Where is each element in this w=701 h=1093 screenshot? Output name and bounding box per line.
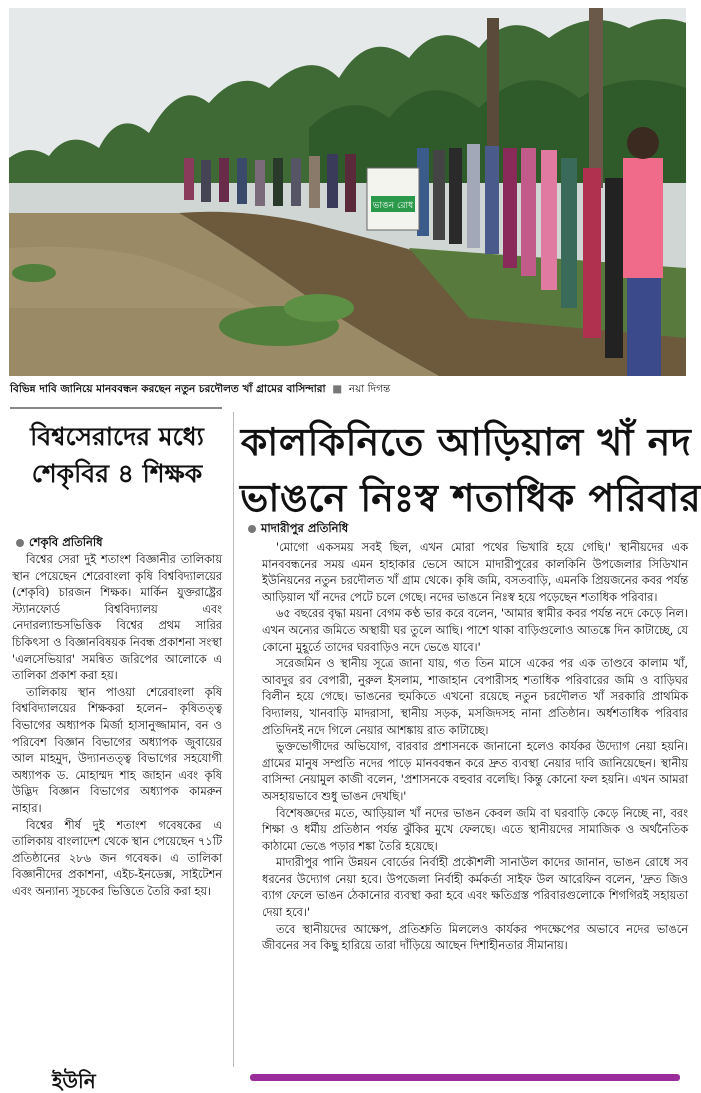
- left-paragraph: বিশ্বের সেরা দুই শতাংশ বিজ্ঞানীর তালিকায় স্থান পেয়েছেন শেরেবাংলা কৃষি বিশ্ববিদ্যালয়ের (শেকৃবি) চারজন শিক্ষক। মার্কিন যুক্তরাষ্ট্রের স্ট্যানফোর্ড বিশ্ববিদ্যালয় এবং নেদারল্যান্ডসভিত্তিক বিশ্বের প্রথম সারির চিকিৎসা ও বিজ্ঞানবিষয়ক নিবন্ধ প্রকাশনা সংস্থা 'এলসেভিয়ার' সমন্বিত জরিপের আলোকে এ তালিকা প্রকাশ করা হয়।: [12, 553, 222, 683]
- photo-caption: [10, 381, 690, 397]
- column-divider: [233, 412, 234, 1067]
- riverbank-protest-photo: [9, 8, 686, 376]
- next-article-color-strip: [250, 1074, 680, 1081]
- main-article-body: [262, 540, 688, 955]
- main-paragraph: তবে স্থানীয়দের আক্ষেপ, প্রতিশ্রুতি মিললেও কার্যকর পদক্ষেপের অভাবে নদের ভাঙনে জীবনের সব কিছু হারিয়ে তারা দাঁড়িয়ে আছেন দিশাহীনতার সীমানায়।: [262, 922, 688, 953]
- caption-source: নয়া দিগন্ত: [348, 383, 391, 395]
- news-photo: [9, 8, 686, 376]
- left-article-headline: বিশ্বসেরাদের মধ্যে শেকৃবির ৪ শিক্ষক: [30, 422, 204, 488]
- square-bullet-icon: ■: [332, 383, 343, 395]
- main-byline-text: মাদারীপুর প্রতিনিধি: [261, 521, 349, 535]
- headline-line-1: কালকিনিতে আড়িয়াল খাঁ নদ: [240, 420, 692, 464]
- left-article-byline: [16, 534, 103, 550]
- left-article-body: [12, 552, 222, 900]
- caption-text: বিভিন্ন দাবি জানিয়ে মানববন্ধন করছেন নতুন চরদৌলত খাঁ গ্রামের বাসিন্দারা: [10, 383, 326, 395]
- left-column-rule: [10, 407, 222, 409]
- main-article-headline: [240, 414, 701, 526]
- left-paragraph: তালিকায় স্থান পাওয়া শেরেবাংলা কৃষি বিশ্ববিদ্যালয়ের শিক্ষকরা হলেন– কৃষিতত্ত্ব বিভাগের অধ্যাপক মির্জা হাসানুজ্জামান, বন ও পরিবেশ বিজ্ঞান বিভাগের অধ্যাপক জুবায়ের আল মাহমুদ, উদ্যানতত্ত্ব বিভাগের সহযোগী অধ্যাপক ড. মোহাম্মদ শাহ জাহান এবং কৃষি উদ্ভিদ বিজ্ঞান বিভাগের অধ্যাপক কামরুন নাহার।: [12, 685, 222, 815]
- headline-line-2: ভাঙনে নিঃস্ব শতাধিক পরিবার: [240, 476, 701, 520]
- bullet-dot-icon: [248, 525, 256, 533]
- left-paragraph: বিশ্বের শীর্ষ দুই শতাংশ গবেষকের এ তালিকায় বাংলাদেশ থেকে স্থান পেয়েছেন ৭১টি প্রতিষ্ঠানের ২৮৬ জন গবেষক। এ তালিকা বিজ্ঞানীদের প্রকাশনা, এইচ-ইনডেক্স, সাইটেশন এবং অন্যান্য সূচকের ভিত্তিতে তৈরি করা হয়।: [12, 818, 222, 898]
- main-article-byline: [248, 520, 348, 536]
- main-paragraph: বিশেষজ্ঞদের মতে, আড়িয়াল খাঁ নদের ভাঙন কেবল জমি বা ঘরবাড়ি কেড়ে নিচ্ছে না, বরং শিক্ষা ও ধর্মীয় প্রতিষ্ঠান পর্যন্ত ঝুঁকির মুখে ফেলছে। এতে স্থানীয়দের সামাজিক ও অর্থনৈতিক কাঠামো ভেঙে পড়ার শঙ্কা তৈরি হয়েছে।: [262, 806, 688, 853]
- banner-text: ভাঙন রোধ: [372, 201, 414, 211]
- next-article-headline-fragment: ইউনি: [52, 1069, 96, 1093]
- main-paragraph: 'মোগো একসময় সবই ছিল, এখন মোরা পথের ভিখারি হয়ে গেছি।' স্থানীয়দের এক মানববন্ধনের সময় এমন হাহাকার ভেসে আসে মাদারীপুরের কালকিনি উপজেলার সিডিখান ইউনিয়নের নতুন চরদৌলত খাঁ গ্রাম থেকে। কৃষি জমি, বসতবাড়ি, এমনকি প্রিয়জনের কবর পর্যন্ত আড়িয়াল খাঁ নদের পেটে চলে গেছে। নদের ভাঙনে নিঃস্ব হয়ে পড়েছেন শতাধিক পরিবার।: [262, 541, 688, 604]
- main-paragraph: ৬৫ বছরের বৃদ্ধা ময়না বেগম কণ্ঠ ভার করে বলেন, 'আমার স্বামীর কবর পর্যন্ত নদে কেড়ে নিল। এখন অন্যের জমিতে অস্থায়ী ঘর তুলে আছি। পাশে থাকা বাড়িগুলোও আতঙ্কে দিন কাটাচ্ছে, যে কোনো মুহূর্তে তাদের ঘরবাড়িও নদে ভেঙে যাবে।': [262, 607, 688, 654]
- main-paragraph: সরেজমিন ও স্থানীয় সূত্রে জানা যায়, গত তিন মাসে একের পর এক তাণ্ডবে কালাম খাঁ, আবদুর রব বেপারী, নুরুল ইসলাম, শাজাহান বেপারীসহ শতাধিক পরিবারের জমি ও বাড়িঘর বিলীন হয়ে গেছে। ভাঙনের হুমকিতে এখনো রয়েছে নতুন চরদৌলত খাঁ সরকারি প্রাথমিক বিদ্যালয়, খানবাড়ি মাদরাসা, স্থানীয় সড়ক, মসজিদসহ নানা প্রতিষ্ঠান। অর্ধশতাধিক পরিবার প্রতিদিনই নদে গিলে নেয়ার আশঙ্কায় রাত কাটাচ্ছে।: [262, 657, 688, 737]
- bullet-dot-icon: [16, 539, 24, 547]
- main-paragraph: মাদারীপুর পানি উন্নয়ন বোর্ডের নির্বাহী প্রকৌশলী সানাউল কাদের জানান, ভাঙন রোধে সব ধরনের উদ্যোগ নেয়া হবে। উপজেলা নির্বাহী কর্মকর্তা সাইফ উল আরেফিন বলেন, 'দ্রুত জিও ব্যাগ ফেলে ভাঙন ঠেকানোর ব্যবস্থা করা হবে এবং ক্ষতিগ্রস্ত পরিবারগুলোকে শিগগিরই সহায়তা দেয়া হবে।': [262, 856, 688, 920]
- left-byline-text: শেকৃবি প্রতিনিধি: [29, 535, 103, 549]
- main-paragraph: ভুক্তভোগীদের অভিযোগ, বারবার প্রশাসনকে জানানো হলেও কার্যকর উদ্যোগ নেয়া হয়নি। গ্রামের মানুষ সম্প্রতি নদের পাড়ে মানববন্ধন করে দ্রুত ব্যবস্থা নেয়ার দাবি জানিয়েছেন। স্থানীয় বাসিন্দা নেয়ামুল কাজী বলেন, 'প্রশাসনকে বহুবার বলেছি। কিন্তু কোনো ফল হয়নি। এখন আমরা অসহায়ভাবে শুধু ভাঙন দেখছি।': [262, 740, 688, 803]
